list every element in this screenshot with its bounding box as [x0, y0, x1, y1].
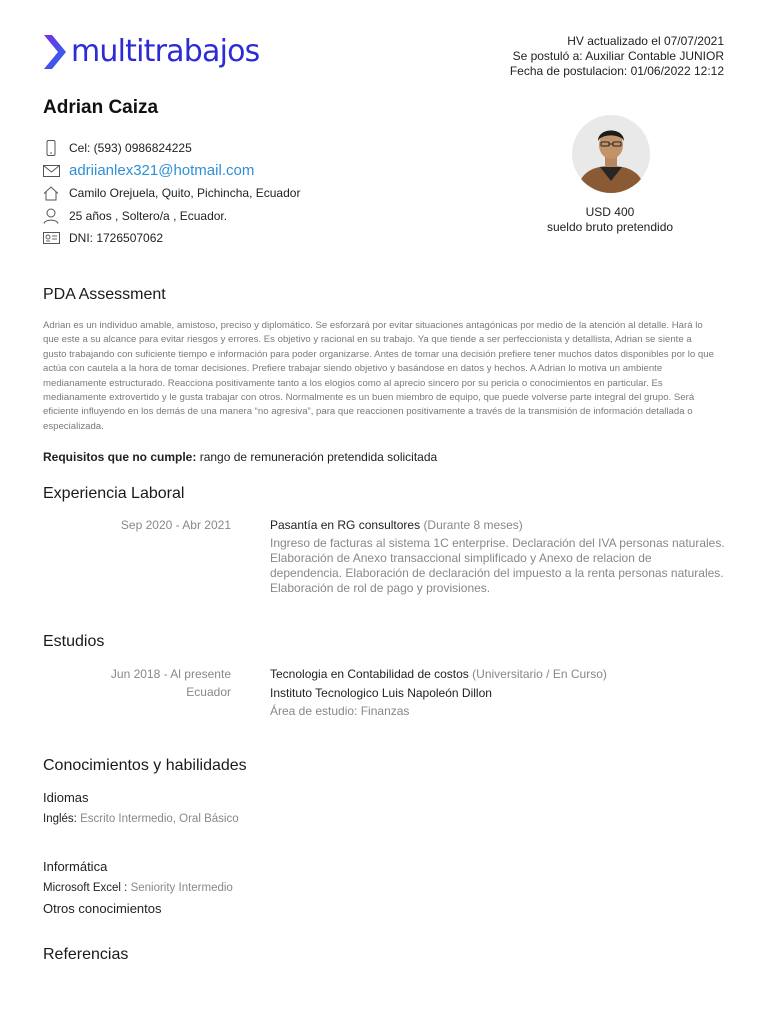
education-level: (Universitario / En Curso) [472, 667, 607, 681]
it-level: Seniority Intermedio [130, 882, 233, 894]
email-row[interactable] [42, 160, 300, 183]
address-row [42, 182, 300, 205]
experience-dates: Sep 2020 - Abr 2021 [120, 518, 231, 532]
education-period: Jun 2018 - Al presente [110, 667, 231, 681]
education-area: Área de estudio: Finanzas [270, 704, 410, 718]
unmet-requirements-label: Requisitos que no cumple: [43, 450, 197, 464]
logo-wordmark: multitrabajos [71, 34, 260, 69]
pda-title: PDA Assessment [43, 286, 166, 303]
logo-chevron-icon [42, 33, 68, 71]
phone-icon [42, 140, 60, 156]
unmet-requirements-value: rango de remuneración pretendida solicitada [199, 450, 438, 464]
application-date: Fecha de postulacion: 01/06/2022 12:12 [509, 64, 724, 78]
address-text: Camilo Orejuela, Quito, Pichincha, Ecuador [69, 186, 301, 201]
education-dates [111, 665, 231, 701]
phone-row [42, 137, 300, 160]
references-title: Referencias [43, 946, 129, 963]
multitrabajos-logo [42, 33, 260, 71]
dni-row [42, 227, 300, 250]
email-link[interactable]: adriianlex321@hotmail.com [69, 162, 255, 180]
salary-value: USD 400 [585, 205, 635, 219]
experience-description: Ingreso de facturas al sistema 1C enterprise. Declaración del IVA personas naturales. Elaboración de Anexo transaccional simplificado y Anexo de relacion de dependencia. Elaboración de declaración del impuesto a la renta personas naturales. Elaboración de rol de pago y provisiones. [270, 536, 725, 595]
language-name: Inglés: [43, 813, 77, 825]
education-institution: Instituto Tecnologico Luis Napoleón Dillon [270, 685, 492, 700]
experience-title: Experiencia Laboral [43, 485, 185, 502]
candidate-photo [572, 115, 650, 193]
id-card-icon [42, 230, 60, 246]
other-knowledge-title: Otros conocimientos [43, 901, 162, 916]
education-degree: Tecnologia en Contabilidad de costos [270, 667, 469, 681]
experience-entry [270, 516, 725, 596]
education-entry [270, 665, 725, 721]
candidate-name: Adrian Caiza [43, 97, 159, 118]
personal-row [42, 205, 300, 228]
salary-label: sueldo bruto pretendido [546, 220, 674, 234]
pda-description: Adrian es un individuo amable, amistoso, preciso y diplomático. Se esforzará por evitar situaciones antagónicas por medio de la atención al detalle. Hará lo que este a su alcance para evitar riesgos y errores. Es objetivo y racional en su trabajo. Ya que tiende a ser perfeccionista y detallista, Adrian se siente a gusto trabajando con suficiente tiempo e información para poder organizarse. Antes de tomar una decisión prefiere tener muchos datos disponibles por lo que actúa con cautela a la hora de tomar decisiones. Prefiere trabajar siendo objetivo y basándose en datos y hechos. A Adrian lo motiva un ambiente medianamente estructurado. Reacciona positivamente tanto a los elogios como al aprecio sincero por su pericia o conocimientos en particular. Es medianamente extrovertido y le gusta trabajar con otros. Normalmente es un buen miembro de equipo, que puede volverse parte integral del grupo. Será eficiente influyendo en los demás de una manera “no agresiva”, para que reaccionen positivamente a través de la transmisión de información detallada o especializada. [43, 320, 714, 432]
it-name: Microsoft Excel : [43, 882, 128, 894]
applied-position: Se postuló a: Auxiliar Contable JUNIOR [512, 49, 724, 63]
skills-title: Conocimientos y habilidades [43, 757, 247, 774]
language-item [43, 813, 239, 825]
education-title: Estudios [43, 633, 105, 650]
unmet-requirements [43, 450, 437, 464]
mail-icon [42, 163, 60, 179]
application-meta [510, 34, 724, 79]
experience-duration: (Durante 8 meses) [423, 518, 523, 532]
education-country: Ecuador [186, 685, 231, 699]
personal-text: 25 años , Soltero/a , Ecuador. [69, 208, 228, 223]
contact-list [42, 137, 300, 250]
experience-role: Pasantía en RG consultores [270, 518, 421, 532]
user-icon [42, 208, 60, 224]
salary-expectation [520, 205, 700, 235]
languages-title: Idiomas [43, 790, 89, 805]
it-item [43, 882, 233, 894]
home-icon [42, 185, 60, 201]
dni-text: DNI: 1726507062 [69, 231, 164, 246]
phone-text: Cel: (593) 0986824225 [69, 141, 192, 156]
updated-date: HV actualizado el 07/07/2021 [567, 34, 724, 48]
language-level: Escrito Intermedio, Oral Básico [80, 813, 239, 825]
it-title: Informática [43, 859, 108, 874]
